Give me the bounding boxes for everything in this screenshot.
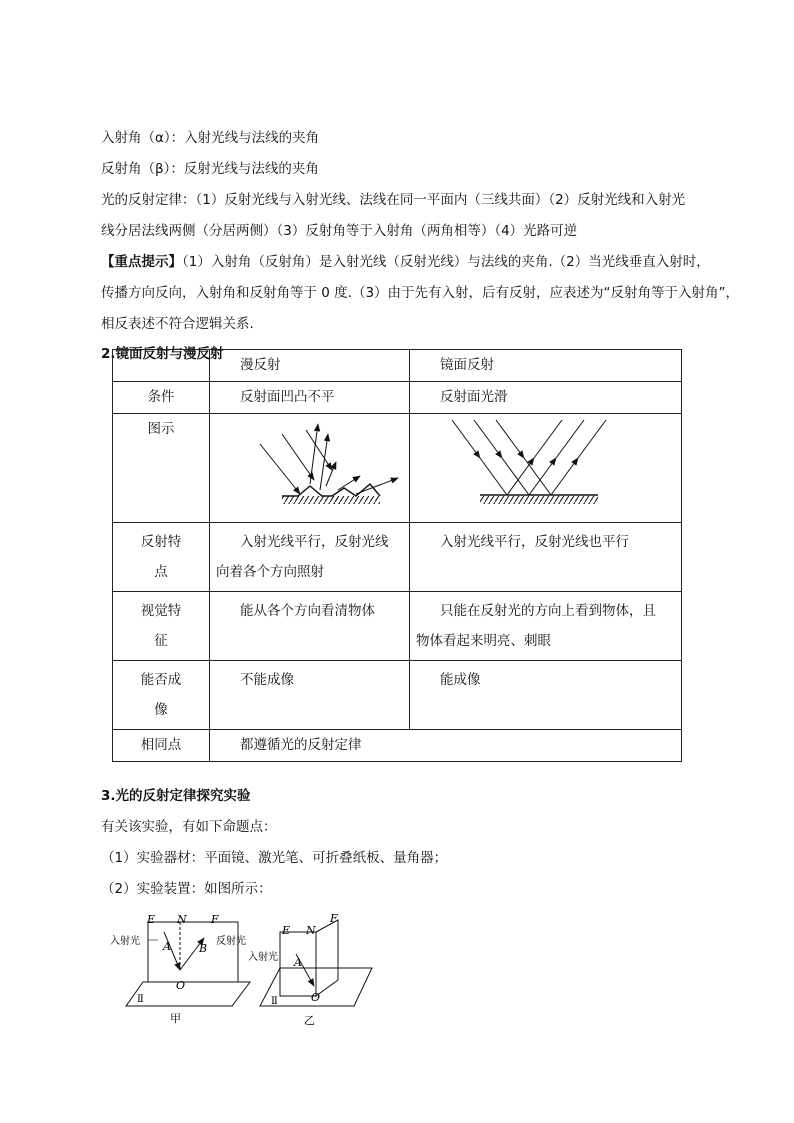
yi-label-e: E [282,924,291,937]
key-tip-text-1: （1）入射角（反射角）是入射光线（反射光线）与法线的夹角.（2）当光线垂直入射时， [182,254,710,270]
visual-specular: 只能在反射光的方向上看到物体，且 物体看起来明亮、刺眼 [416,603,656,649]
label-imaging: 能否成 像 [140,672,182,718]
key-tip-label: 【重点提示】 [101,254,182,270]
jia-label-o: O [176,979,186,992]
section-3-line-3: （2）实验装置：如图所示： [101,881,272,897]
section-2-heading: 2.镜面反射与漫反射 [101,346,224,362]
yi-label-a: A [294,956,302,969]
common-value: 都遵循光的反射定律 [240,737,362,753]
key-tip-line-2: 传播方向反向，入射角和反射角等于 0 度.（3）由于先有入射，后有反射，应表述为“反射角等于入射角”， [101,285,740,301]
header-diffuse: 漫反射 [240,357,281,373]
condition-diffuse: 反射面凹凸不平 [240,389,335,405]
jia-label-b: B [199,942,208,955]
jia-label-e: E [147,913,156,926]
reflection-angle-definition: 反射角（β）：反射光线与法线的夹角 [101,161,319,177]
table-row-visual [113,592,682,661]
jia-incident-label: 入射光 [110,936,140,947]
reflection-law-line-2: 线分居法线两侧（分居两侧）（3）反射角等于入射角（两角相等）（4）光路可逆 [101,223,578,239]
imaging-specular: 能成像 [440,672,481,688]
label-visual: 视觉特 征 [140,603,182,649]
yi-incident-label: 入射光 [248,952,278,963]
incidence-angle-definition: 入射角（α）：入射光线与法线的夹角 [101,130,320,146]
jia-label-f: F [211,913,219,926]
yi-label-n: N [306,924,316,937]
table-row-feature [113,523,682,592]
specular-reflection-diagram [410,414,682,518]
header-specular: 镜面反射 [440,357,494,373]
diffuse-reflection-diagram [210,414,410,518]
yi-label-f: F [330,912,338,925]
table-row-common [113,730,682,762]
label-diagram: 图示 [147,421,175,437]
experiment-setup-figures [108,910,408,1030]
section-3-heading: 3.光的反射定律探究实验 [101,788,251,804]
condition-specular: 反射面光滑 [440,389,508,405]
key-tip-line-3: 相反表述不符合逻辑关系. [101,316,254,332]
label-common: 相同点 [140,737,182,753]
jia-reflected-label: 反射光 [216,936,246,947]
yi-label-o: O [311,991,321,1004]
header-empty-cell [113,350,210,382]
yi-caption: 乙 [304,1014,315,1027]
reflection-comparison-table [112,349,682,762]
figure-jia [110,913,250,1025]
reflection-law-line-1: 光的反射定律：（1）反射光线与入射光线、法线在同一平面内（三线共面）（2）反射光线和入射光 [101,192,686,208]
figure-yi [248,912,372,1027]
jia-plane-label: Ⅱ [137,994,144,1005]
table-row-imaging [113,661,682,730]
jia-label-n: N [177,913,187,926]
section-3-line-2: （1）实验器材：平面镜、激光笔、可折叠纸板、量角器； [101,850,448,866]
table-header-row [113,350,682,382]
key-tip-line-1 [101,251,710,273]
label-feature: 反射特 点 [140,534,182,580]
imaging-diffuse: 不能成像 [240,672,294,688]
jia-label-a: A [163,940,171,953]
feature-specular: 入射光线平行，反射光线也平行 [440,534,629,550]
section-3-line-1: 有关该实验，有如下命题点： [101,819,277,835]
jia-caption: 甲 [170,1012,181,1025]
table-row-condition [113,382,682,414]
visual-diffuse: 能从各个方向看清物体 [240,603,375,619]
yi-plane-label: Ⅱ [271,996,278,1007]
table-row-diagram [113,414,682,523]
feature-diffuse: 入射光线平行，反射光线 向着各个方向照射 [216,534,389,580]
label-condition: 条件 [147,389,175,405]
